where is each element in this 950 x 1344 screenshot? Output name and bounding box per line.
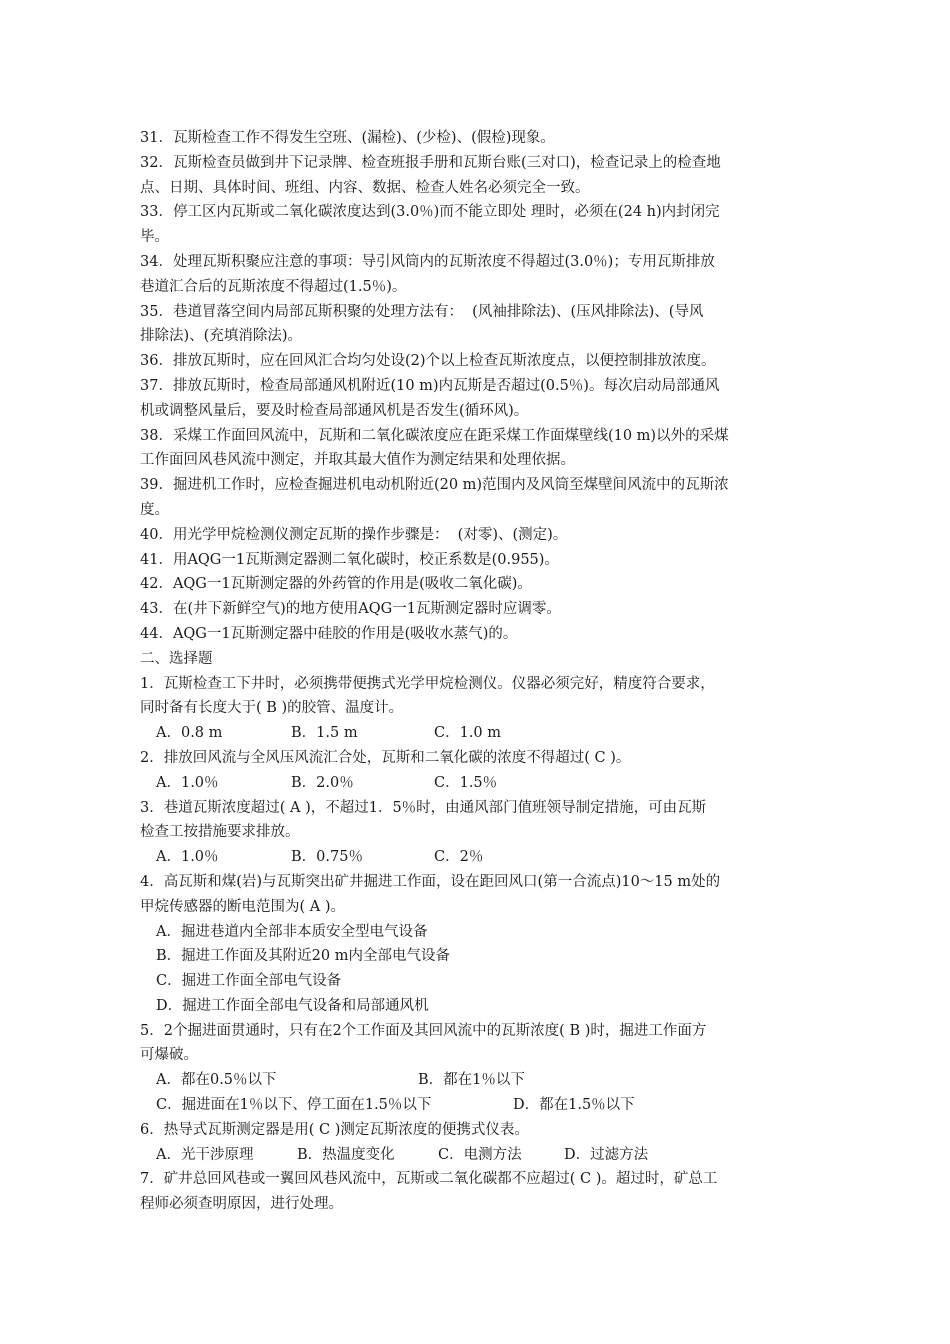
- option-c: C．1.5％: [434, 774, 498, 791]
- text-line: 点、日期、具体时间、班组、内容、数据、检查人姓名必须完全一致。: [140, 179, 590, 196]
- question-5: [140, 1019, 820, 1118]
- text-line: 41．用AQG一1瓦斯测定器测二氧化碳时，校正系数是(0.955)。: [140, 551, 559, 568]
- document-body: [140, 126, 820, 1217]
- text-line: 工作面回风巷风流中测定，并取其最大值作为测定结果和处理依据。: [140, 452, 575, 469]
- question-text: 7．矿井总回风巷或一翼回风巷风流中，瓦斯或二氧化碳都不应超过( C )。超过时，矿总工: [140, 1171, 718, 1188]
- question-1: [140, 672, 820, 746]
- question-7: [140, 1167, 820, 1217]
- option-row: [140, 845, 820, 870]
- option-b: B．热温度变化: [297, 1146, 395, 1163]
- option-b: B．2.0％: [291, 774, 354, 791]
- fill-in-section: [140, 126, 820, 672]
- text-line: 42．AQG一1瓦斯测定器的外药管的作用是(吸收二氧化碳)。: [140, 576, 532, 593]
- option-d: D．都在1.5％以下: [513, 1097, 635, 1114]
- option-c: C．掘进工作面全部电气设备: [156, 973, 342, 990]
- option-d: D．过滤方法: [564, 1146, 649, 1163]
- option-b: B．0.75％: [291, 849, 363, 866]
- question-text: 甲烷传感器的断电范围为( A )。: [140, 898, 346, 915]
- text-line: 31．瓦斯检查工作不得发生空班、(漏检)、(少检)、(假检)现象。: [140, 130, 555, 146]
- text-line: 排除法)、(充填消除法)。: [140, 328, 302, 345]
- question-text: 同时备有长度大于( B )的胶管、温度计。: [140, 700, 404, 717]
- option-b: B．1.5 m: [291, 725, 358, 742]
- option-a: A．掘进巷道内全部非本质安全型电气设备: [156, 923, 428, 940]
- text-line: 37．排放瓦斯时，检查局部通风机附近(10 m)内瓦斯是否超过(0.5％)。每次启动局部通风: [140, 377, 720, 394]
- text-line: 36．排放瓦斯时，应在回风汇合均匀处设(2)个以上检查瓦斯浓度点，以便控制排放浓度。: [140, 353, 716, 370]
- option-b: B．都在1％以下: [418, 1072, 525, 1089]
- option-row: [140, 1068, 820, 1093]
- option-c: C．1.0 m: [434, 725, 502, 742]
- text-line: 机或调整风量后，要及时检查局部通风机是否发生(循环风)。: [140, 402, 529, 419]
- option-a: A．都在0.5％以下: [156, 1072, 277, 1089]
- question-text: 6．热导式瓦斯测定器是用( C )测定瓦斯浓度的便携式仪表。: [140, 1121, 529, 1138]
- option-d: D．掘进工作面全部电气设备和局部通风机: [156, 997, 429, 1014]
- option-row: [140, 771, 820, 796]
- option-row: [140, 721, 820, 746]
- option-a: A．1.0％: [156, 774, 219, 791]
- question-text: 1．瓦斯检查工下井时，必须携带便携式光学甲烷检测仪。仪器必须完好，精度符合要求，: [140, 675, 715, 692]
- text-line: 毕。: [140, 229, 169, 246]
- text-line: 34．处理瓦斯积聚应注意的事项：导引风筒内的瓦斯浓度不得超过(3.0％)；专用瓦斯排放: [140, 253, 715, 270]
- option-c: C．掘进面在1％以下、停工面在1.5％以下: [156, 1097, 432, 1114]
- option-a: A．0.8 m: [156, 725, 223, 742]
- option-row: [140, 1093, 820, 1118]
- option-a: A．1.0％: [156, 849, 219, 866]
- question-6: [140, 1118, 820, 1168]
- question-text: 5．2个掘进面贯通时，只有在2个工作面及其回风流中的瓦斯浓度( B )时，掘进工作面方: [140, 1022, 707, 1039]
- question-3: [140, 796, 820, 870]
- question-2: [140, 746, 820, 796]
- text-line: 巷道汇合后的瓦斯浓度不得超过(1.5％)。: [140, 278, 407, 295]
- option-row: [140, 1143, 820, 1168]
- question-text: 可爆破。: [140, 1047, 198, 1064]
- text-line: 35．巷道冒落空间内局部瓦斯积聚的处理方法有： (风袖排除法)、(压风排除法)、(导风: [140, 303, 704, 320]
- question-text: 3．巷道瓦斯浓度超过( A )，不超过1．5％时，由通风部门值班领导制定措施，可由瓦斯: [140, 799, 707, 816]
- text-line: 33．停工区内瓦斯或二氧化碳浓度达到(3.0％)而不能立即处 理时，必须在(24 h)内封闭完: [140, 204, 720, 221]
- option-a: A．光干涉原理: [156, 1146, 254, 1163]
- text-line: 40．用光学甲烷检测仪测定瓦斯的操作步骤是： (对零)、(测定)。: [140, 526, 568, 543]
- option-b: B．掘进工作面及其附近20 m内全部电气设备: [156, 948, 450, 965]
- text-line: 44．AQG一1瓦斯测定器中硅胶的作用是(吸收水蒸气)的。: [140, 625, 518, 642]
- option-c: C．电测方法: [438, 1146, 522, 1163]
- question-text: 检查工按措施要求排放。: [140, 824, 300, 841]
- text-line: 度。: [140, 501, 169, 518]
- text-line: 38．采煤工作面回风流中，瓦斯和二氧化碳浓度应在距采煤工作面煤壁线(10 m)以外的采煤: [140, 427, 729, 444]
- question-4: [140, 870, 820, 1019]
- question-text: 4．高瓦斯和煤(岩)与瓦斯突出矿井掘进工作面，设在距回风口(第一合流点)10～15 m处的: [140, 873, 721, 890]
- text-line: 39．掘进机工作时，应检查掘进机电动机附近(20 m)范围内及风筒至煤壁间风流中的瓦斯浓: [140, 477, 729, 494]
- question-text: 2．排放回风流与全风压风流汇合处，瓦斯和二氧化碳的浓度不得超过( C )。: [140, 749, 631, 766]
- option-c: C．2％: [434, 849, 484, 866]
- section-heading: 二、选择题: [140, 650, 213, 667]
- text-line: 43．在(井下新鲜空气)的地方使用AQG一1瓦斯测定器时应调零。: [140, 601, 561, 618]
- text-line: 32．瓦斯检查员做到井下记录牌、检查班报手册和瓦斯台账(三对口)，检查记录上的检查地: [140, 154, 721, 171]
- question-text: 程师必须查明原因，进行处理。: [140, 1196, 343, 1213]
